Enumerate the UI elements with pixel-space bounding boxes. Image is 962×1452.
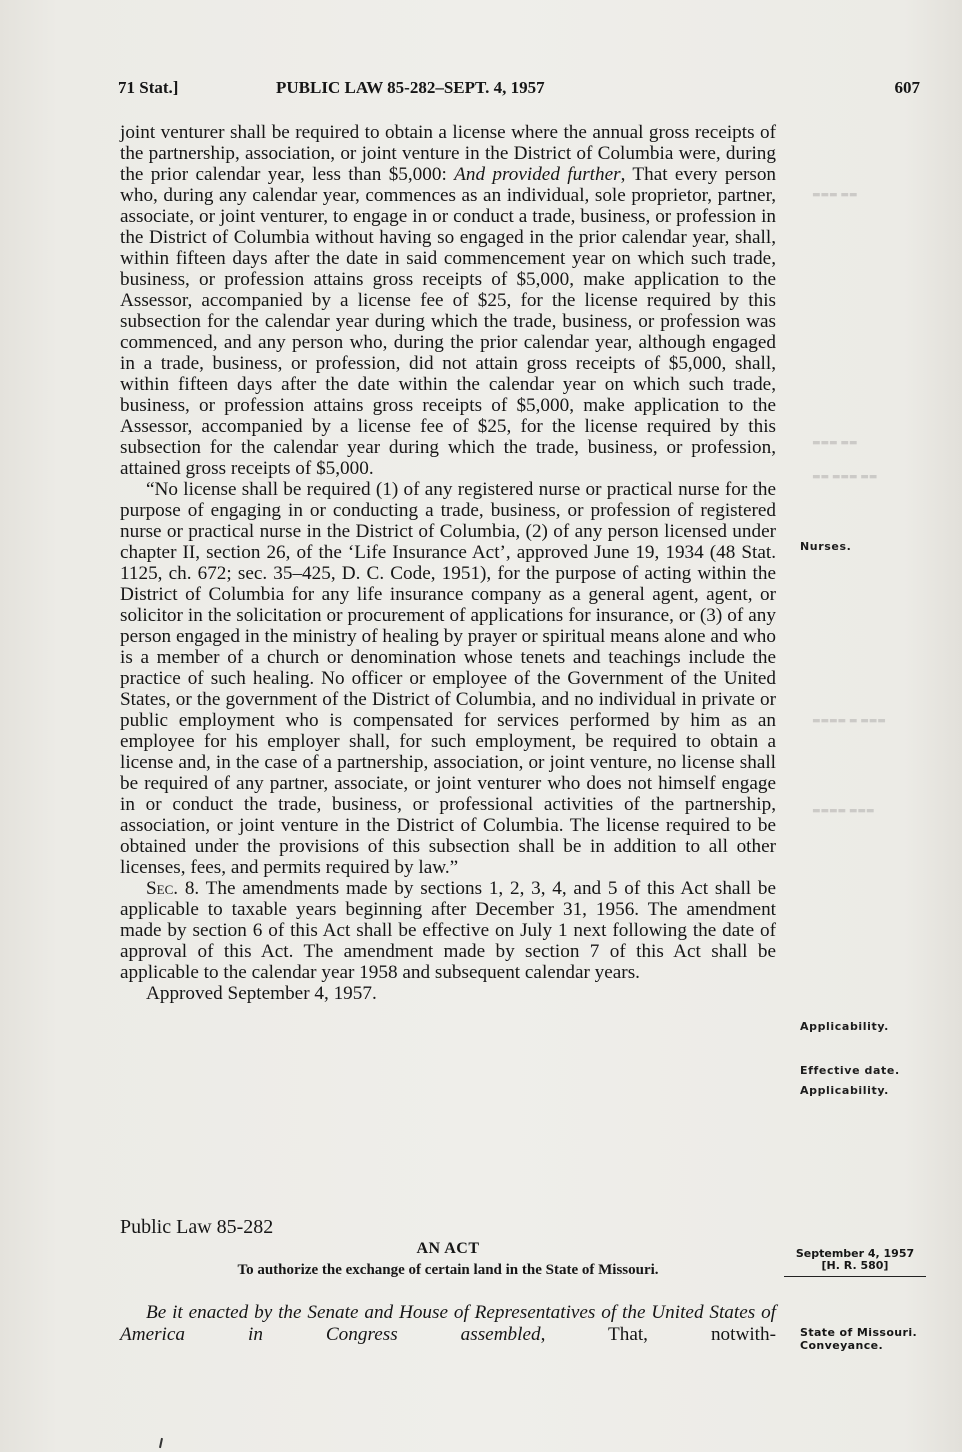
- enacting-text: [120, 1302, 776, 1346]
- margin-bill-number: [H. R. 580]: [821, 1259, 889, 1272]
- stray-mark: [159, 1438, 163, 1448]
- header-volume: 71 Stat.]: [118, 78, 179, 97]
- bleed-through-mark: ▬▬▬▬ ▬ ▬▬▬: [812, 716, 886, 726]
- section-8: [120, 878, 776, 983]
- margin-state: State of Missouri.: [800, 1326, 918, 1339]
- enacting-italic: Be it enacted by the Senate and House of Representatives of the United States of America in Congress assembled: [120, 1302, 776, 1345]
- approval-line: Approved September 4, 1957.: [146, 983, 377, 1004]
- public-law-label: Public Law 85-282: [120, 1216, 274, 1238]
- header-title: PUBLIC LAW 85-282–SEPT. 4, 1957: [276, 78, 545, 97]
- statute-body: [120, 122, 776, 1004]
- proviso-italic: And provided further: [454, 164, 621, 185]
- enacting-clause: [120, 1302, 776, 1346]
- bleed-through-mark: ▬▬▬ ▬▬: [812, 190, 858, 200]
- bleed-through-mark: ▬▬ ▬▬▬ ▬▬: [812, 472, 878, 482]
- enacting-rest: , That, notwith-: [540, 1324, 776, 1345]
- section-label: Sec. 8.: [146, 878, 200, 899]
- act-heading: AN ACT: [416, 1240, 480, 1257]
- margin-note-nurses: Nurses.: [800, 540, 852, 553]
- margin-note-state: [800, 1326, 917, 1352]
- margin-conveyance: Conveyance.: [800, 1339, 884, 1352]
- act-purpose: To authorize the exchange of certain land in the State of Missouri.: [237, 1262, 659, 1278]
- bleed-through-mark: ▬▬▬ ▬▬: [812, 438, 858, 448]
- page-number: 607: [894, 78, 920, 97]
- paragraph-license-threshold: [120, 122, 776, 479]
- paragraph-exemptions: “No license shall be required (1) of any registered nurse or practical nurse for the purpose of engaging in or conducting a trade, business, or profession of registered nurse or practical nurse in the District of Columbia, (2) of any person licensed under chapter II, section 26, of the ‘Life Insurance Act’, approved June 19, 1934 (48 Stat. 1125, ch. 672; sec. 35–425, D. C. Code, 1951), for the purpose of acting within the District of Columbia for any life insurance company as a general agent, agent, or solicitor in the solicitation or procurement of applications for insurance, or (3) of any person engaged in the ministry of healing by prayer or spiritual means alone and who is a member of a church or denomination whose tenets and teachings include the practice of such healing. No officer or employee of the Government of the United States, or the government of the District of Columbia, and no individual in private or public employment who is compensated for services performed by him as an employee for his employer shall, for such employment, be required to obtain a license and, in the case of a partnership, association, or joint venture, no license shall be required of any partner, associate, or joint venturer who does not himself engage in or conduct the trade, business, or professional activities of the partnership, association, or joint venture in the District of Columbia. The license required to be obtained under the provisions of this subsection shall be in addition to all other licenses, fees, and permits required by law.”: [120, 479, 776, 878]
- paragraph-text: joint venturer shall be required to obtain a license where the annual gross receipts of the partnership, association, or joint venture in the District of Columbia were, during the prior calendar year, less than $5,000:: [120, 122, 776, 185]
- margin-note-applicability: Applicability.: [800, 1084, 889, 1097]
- margin-date: September 4, 1957: [795, 1247, 915, 1260]
- running-header: [118, 78, 920, 102]
- margin-note-applicability: Applicability.: [800, 1020, 889, 1033]
- margin-note-effective-date: Effective date.: [800, 1064, 900, 1077]
- section-text: The amendments made by sections 1, 2, 3, 4, and 5 of this Act shall be applicable to taxable years beginning after December 31, 1956. The amendment made by section 6 of this Act shall be effective on July 1 next following the date of approval of this Act. The amendment made by section 7 of this Act shall be applicable to the calendar year 1958 and subsequent calendar years.: [120, 878, 776, 983]
- margin-note-approval-date: [784, 1248, 926, 1277]
- paragraph-text: , That every person who, during any calendar year, commences as an individual, sole proprietor, partner, associate, or joint venturer, to engage in or conduct a trade, business, or profession in the District of Columbia without having so engaged in the prior calendar year, shall, within fifteen days after the date in said commencement year on which such trade, business, or profession attains gross receipts of $5,000, make application to the Assessor, accompanied by a license fee of $25, for the license required by this subsection for the calendar year during which the trade, business, or profession was commenced, and any person who, during the prior calendar year, although engaged in a trade, business, or profession, did not attain gross receipts of $5,000, shall, within fifteen days after the date within the calendar year on which such trade, business, or profession attains gross receipts of $5,000, make application to the Assessor, accompanied by a license fee of $25, for the license required by this subsection for the calendar year during which the trade, business, or profession, attained gross receipts of $5,000.: [120, 164, 777, 479]
- bleed-through-mark: ▬▬▬▬ ▬▬▬: [812, 806, 875, 816]
